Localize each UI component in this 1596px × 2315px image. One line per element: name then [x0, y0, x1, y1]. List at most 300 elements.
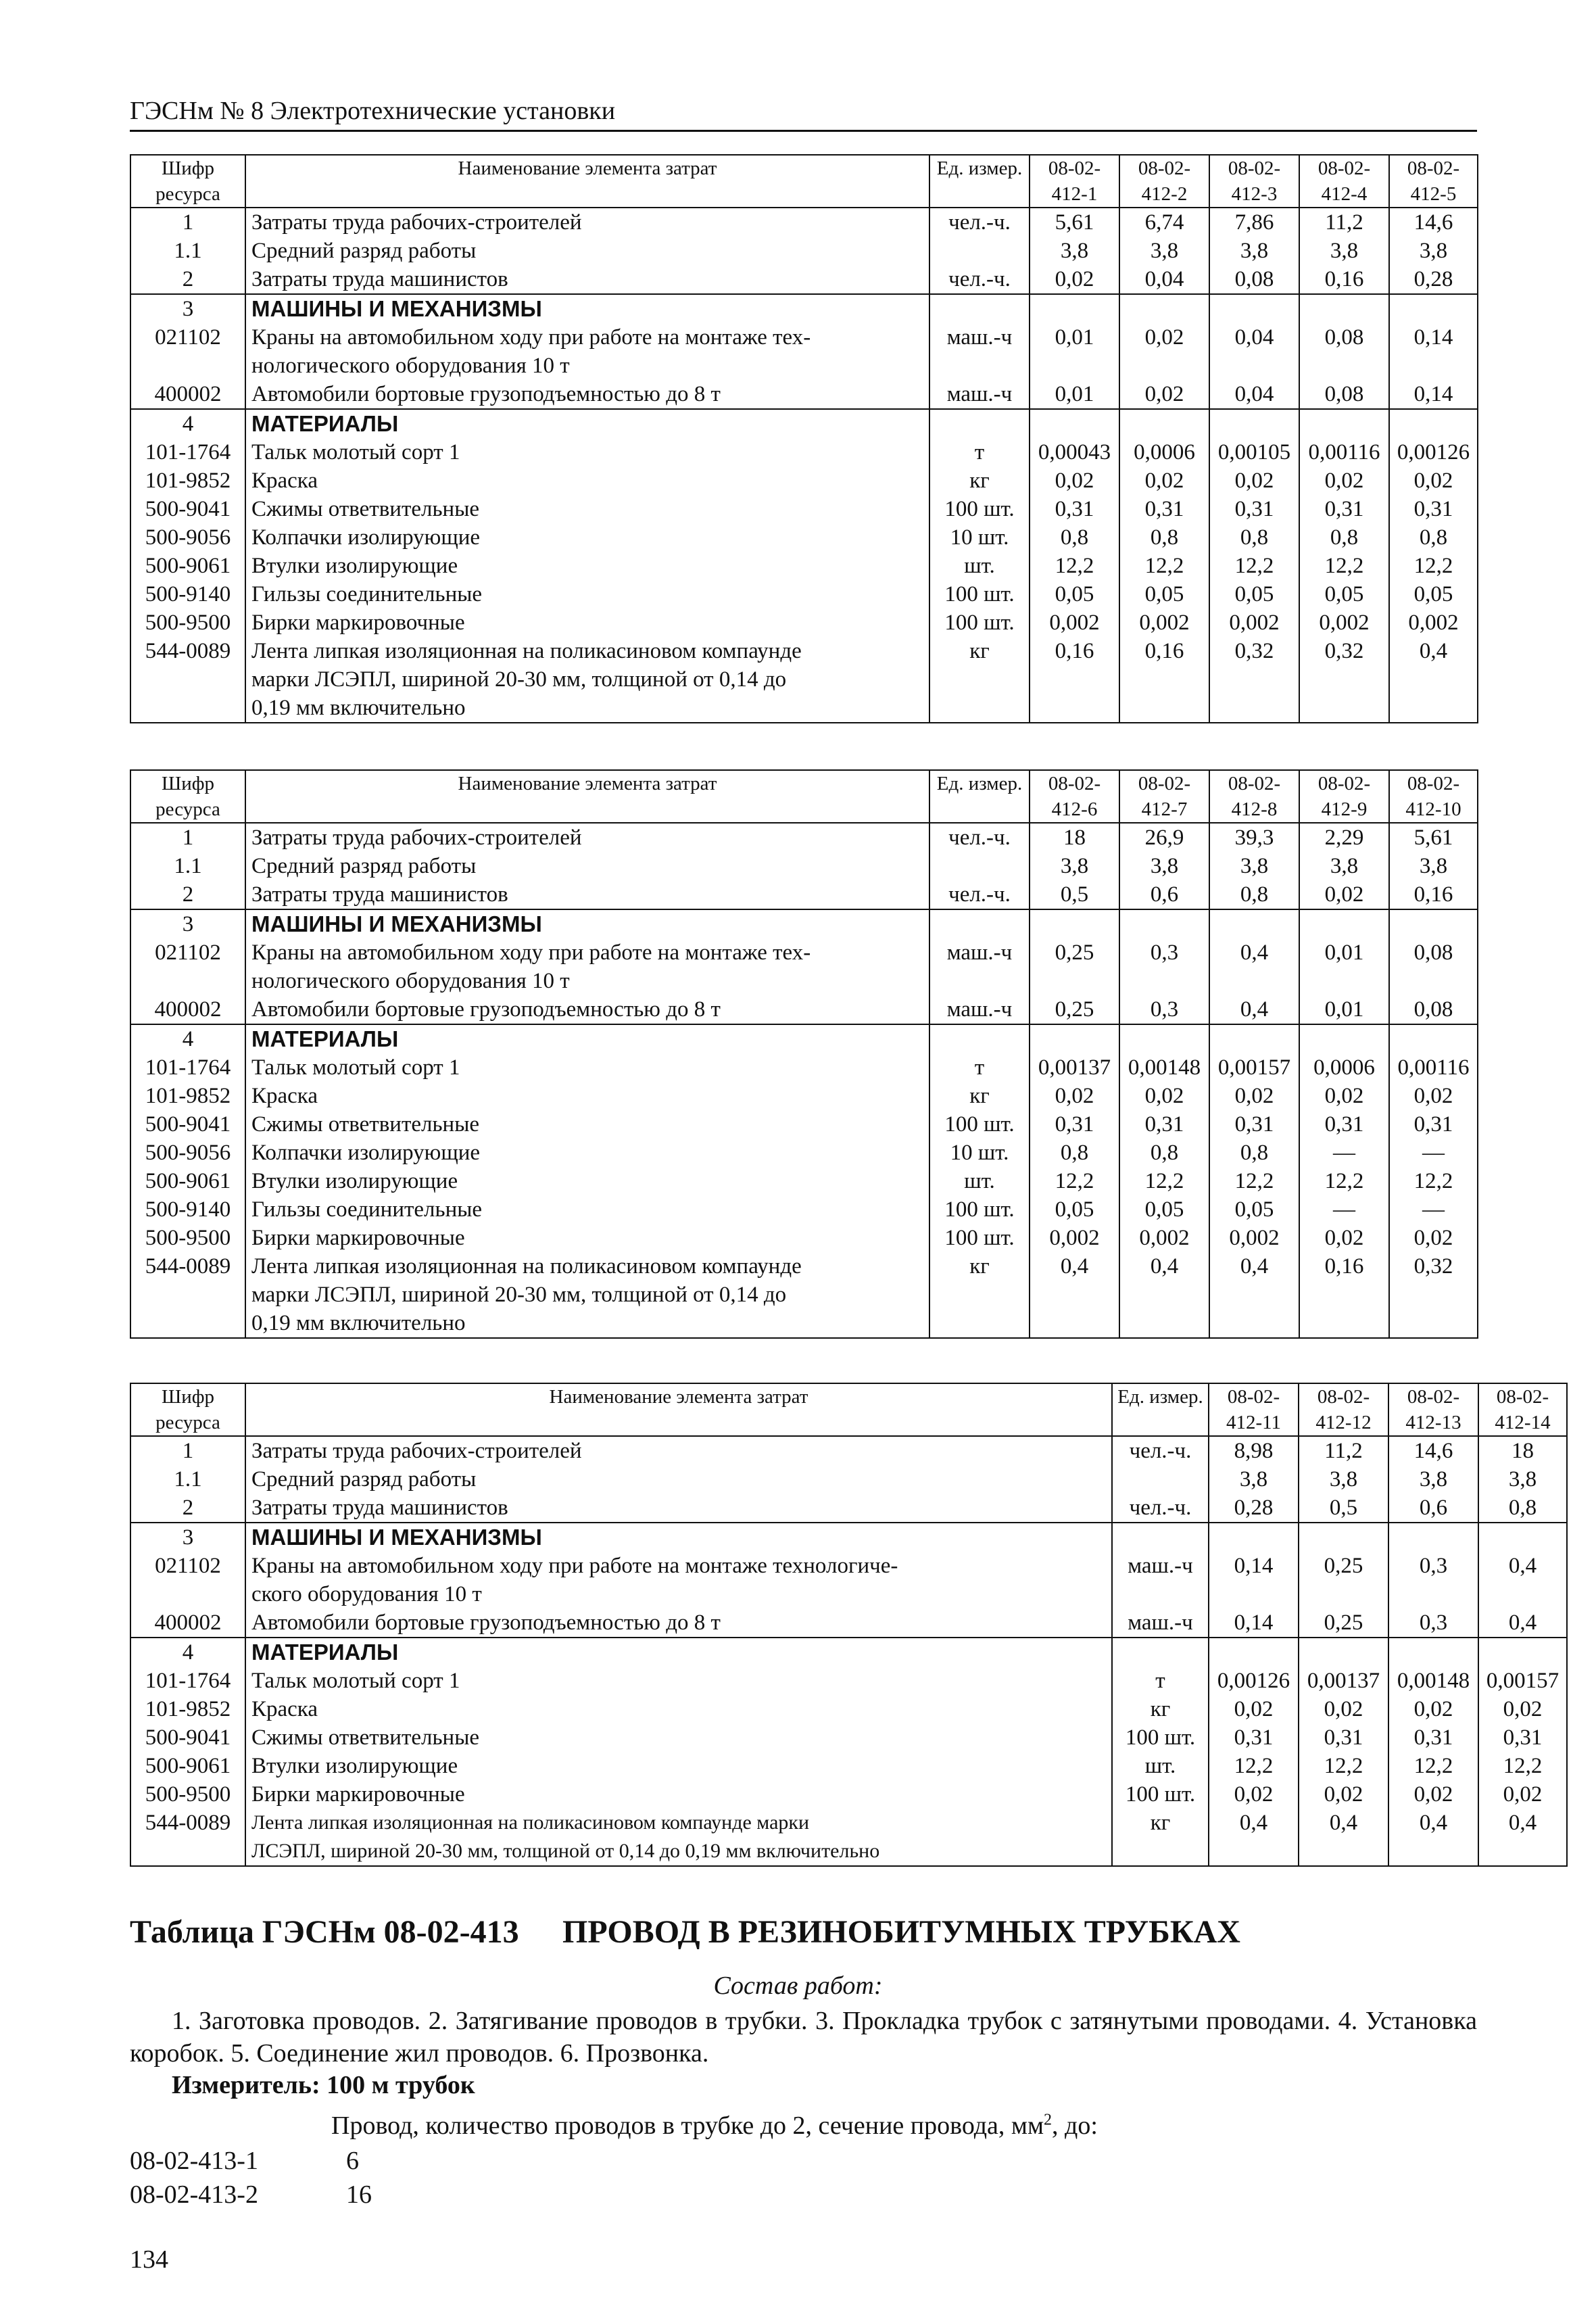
resource-value: 0,14: [1389, 380, 1478, 409]
resource-value: 0,002: [1209, 1224, 1299, 1252]
resource-value: 0,04: [1119, 265, 1209, 294]
resource-name: [245, 909, 929, 938]
resource-name: [245, 1608, 1112, 1638]
resource-value: 0,4: [1209, 995, 1299, 1024]
resource-value: 3,8: [1209, 1465, 1299, 1494]
table-row: [130, 1723, 1567, 1752]
resource-value: 0,32: [1389, 1252, 1478, 1338]
resource-unit: шт.: [929, 1167, 1030, 1195]
resource-code: 2: [130, 880, 245, 909]
resource-name-line: Тальк молотый сорт 1: [251, 440, 460, 464]
resource-code: 021102: [130, 323, 245, 380]
table-row: [130, 1110, 1478, 1139]
resource-name: [245, 1667, 1112, 1695]
resource-name-line: Втулки изолирующие: [251, 1754, 458, 1778]
resource-name: [245, 495, 929, 523]
resource-code: 4: [130, 409, 245, 438]
resource-code: 500-9056: [130, 1139, 245, 1167]
resource-code: 101-1764: [130, 1053, 245, 1082]
resource-name: [245, 823, 929, 852]
resource-name-line: Автомобили бортовые грузоподъемностью до 8 т: [251, 382, 721, 406]
resource-name: [245, 1224, 929, 1252]
table-row: [130, 1139, 1478, 1167]
resource-value: [1389, 909, 1478, 938]
resource-value: 0,31: [1119, 1110, 1209, 1139]
resource-value: 0,8: [1209, 523, 1299, 552]
resource-name-line: Затраты труда рабочих-строителей: [251, 1439, 582, 1463]
resource-name-line: Средний разряд работы: [251, 854, 477, 878]
resource-unit: т: [929, 1053, 1030, 1082]
page-number: 134: [130, 2245, 168, 2274]
resource-value: 0,31: [1209, 1110, 1299, 1139]
resource-value: 7,86: [1209, 208, 1299, 237]
resource-value: 0,31: [1388, 1723, 1478, 1752]
resource-unit: маш.-ч: [1112, 1608, 1209, 1638]
resource-code: 500-9500: [130, 1224, 245, 1252]
resource-name: [245, 1780, 1112, 1809]
resource-value: 18: [1478, 1436, 1567, 1465]
table-row: [130, 1552, 1567, 1608]
norm-code-line: 412-9: [1321, 798, 1368, 820]
resource-value: 0,31: [1389, 495, 1478, 523]
norm-code-line: 412-10: [1405, 798, 1461, 820]
resource-name-line: нологического оборудования 10 т: [251, 354, 570, 378]
resource-name: [245, 1638, 1112, 1667]
table-row: [130, 523, 1478, 552]
resource-name: [245, 637, 929, 723]
header-code-line: Шифр: [161, 1386, 215, 1408]
resource-value: 0,02: [1388, 1695, 1478, 1723]
table-row: [130, 852, 1478, 880]
resource-value: —: [1299, 1139, 1389, 1167]
resource-value: 0,05: [1209, 1195, 1299, 1224]
resource-name: [245, 1139, 929, 1167]
resource-value: 0,00043: [1030, 438, 1119, 467]
subhead-sup: 2: [1044, 2111, 1053, 2129]
resource-name-line: Бирки маркировочные: [251, 1226, 465, 1250]
resource-name: [245, 880, 929, 909]
resource-name: [245, 1110, 929, 1139]
resource-value: 3,8: [1209, 852, 1299, 880]
resource-value: 0,04: [1209, 380, 1299, 409]
resource-unit: маш.-ч: [929, 938, 1030, 995]
resource-value: 0,02: [1299, 1695, 1388, 1723]
resource-value: 0,14: [1389, 323, 1478, 380]
resource-name: [245, 523, 929, 552]
resource-value: 0,31: [1119, 495, 1209, 523]
header-unit: Ед. измер.: [1112, 1383, 1209, 1436]
resource-name-line: Краска: [251, 469, 318, 493]
resource-value: 0,00126: [1209, 1667, 1299, 1695]
resource-name-line: Колпачки изолирующие: [251, 1141, 481, 1165]
header-norm-code: [1299, 1383, 1388, 1436]
resource-unit: шт.: [1112, 1752, 1209, 1780]
table-row: [130, 1752, 1567, 1780]
resource-value: 0,05: [1030, 1195, 1119, 1224]
resource-value: 5,61: [1030, 208, 1119, 237]
resource-value: 0,25: [1299, 1608, 1388, 1638]
resource-value: 0,00157: [1209, 1053, 1299, 1082]
norm-code-line: 08-02-: [1407, 1386, 1460, 1408]
resource-value: 0,25: [1030, 938, 1119, 995]
header-row: [130, 770, 1478, 823]
resource-value: [1388, 1523, 1478, 1552]
table-title: ПРОВОД В РЕЗИНОБИТУМНЫХ ТРУБКАХ: [562, 1914, 1240, 1950]
resource-value: 0,32: [1299, 637, 1389, 723]
resource-value: [1030, 294, 1119, 323]
table-row: [130, 1809, 1567, 1866]
table-row: [130, 323, 1478, 380]
running-head: ГЭСНм № 8 Электротехнические установки: [130, 96, 1477, 132]
resource-name-line: Краны на автомобильном ходу при работе на монтаже тех-: [251, 940, 811, 965]
resource-value: 0,0006: [1119, 438, 1209, 467]
resource-name-line: МАШИНЫ И МЕХАНИЗМЫ: [251, 1525, 542, 1550]
resource-unit: кг: [929, 1252, 1030, 1338]
norm-code-line: 412-5: [1410, 183, 1457, 205]
resource-name-line: Краска: [251, 1697, 318, 1721]
resource-value: 3,8: [1030, 237, 1119, 265]
table-row: [130, 1195, 1478, 1224]
resource-value: 0,02: [1299, 880, 1389, 909]
section-row: [130, 1638, 1567, 1667]
resource-value: 0,002: [1119, 1224, 1209, 1252]
norm-code-line: 412-2: [1141, 183, 1188, 205]
resource-name: [245, 580, 929, 608]
resource-name-line: Тальк молотый сорт 1: [251, 1669, 460, 1693]
resource-value: 0,002: [1030, 608, 1119, 637]
resource-value: 6,74: [1119, 208, 1209, 237]
resource-value: 0,05: [1030, 580, 1119, 608]
header-code-line: ресурса: [155, 798, 220, 820]
resource-value: [1299, 294, 1389, 323]
resource-value: 0,02: [1119, 323, 1209, 380]
resource-value: 0,16: [1030, 637, 1119, 723]
resource-name-line: 0,19 мм включительно: [251, 1311, 466, 1335]
resource-value: 12,2: [1389, 1167, 1478, 1195]
resource-value: 0,08: [1389, 995, 1478, 1024]
resource-value: 0,05: [1119, 580, 1209, 608]
resource-code: 4: [130, 1024, 245, 1053]
resource-value: 0,00157: [1478, 1667, 1567, 1695]
resource-code: 400002: [130, 380, 245, 409]
resource-value: 12,2: [1030, 552, 1119, 580]
resource-unit: чел.-ч.: [929, 208, 1030, 237]
header-row: [130, 1383, 1567, 1436]
resource-value: 0,00116: [1389, 1053, 1478, 1082]
section-row: [130, 1024, 1478, 1053]
resource-unit: 10 шт.: [929, 523, 1030, 552]
resource-value: [1030, 409, 1119, 438]
resource-value: [1478, 1523, 1567, 1552]
resource-name: [245, 938, 929, 995]
resource-name-line: 0,19 мм включительно: [251, 696, 466, 720]
resource-name-line: МАТЕРИАЛЫ: [251, 1640, 399, 1665]
resource-unit: [1112, 1523, 1209, 1552]
resource-value: 0,8: [1030, 523, 1119, 552]
header-norm-code: [1119, 770, 1209, 823]
table-row: [130, 880, 1478, 909]
code-row-code: 08-02-413-1: [130, 2147, 258, 2175]
resource-name: [245, 1552, 1112, 1608]
resource-value: [1299, 1523, 1388, 1552]
resource-value: 0,02: [1299, 467, 1389, 495]
resource-name-line: Гильзы соединительные: [251, 1197, 483, 1222]
resource-value: 0,3: [1388, 1552, 1478, 1608]
section-row: [130, 409, 1478, 438]
norm-code-line: 412-1: [1051, 183, 1098, 205]
resource-name: [245, 552, 929, 580]
resource-value: 0,8: [1209, 1139, 1299, 1167]
table-label: Таблица ГЭСНм 08-02-413: [130, 1914, 519, 1950]
header-code-line: Шифр: [161, 773, 215, 794]
resource-name-line: Затраты труда рабочих-строителей: [251, 826, 582, 850]
resource-code: 2: [130, 1494, 245, 1523]
resource-unit: маш.-ч: [929, 995, 1030, 1024]
resource-unit: маш.-ч: [929, 323, 1030, 380]
resource-value: 0,02: [1299, 1224, 1389, 1252]
resource-unit: чел.-ч.: [929, 880, 1030, 909]
resource-value: 3,8: [1478, 1465, 1567, 1494]
resource-value: [1030, 909, 1119, 938]
resource-unit: 100 шт.: [929, 608, 1030, 637]
resource-code: 1: [130, 208, 245, 237]
resource-unit: т: [929, 438, 1030, 467]
resource-value: 0,31: [1030, 1110, 1119, 1139]
resource-value: 26,9: [1119, 823, 1209, 852]
resource-value: 0,002: [1299, 608, 1389, 637]
norm-code-line: 412-12: [1315, 1412, 1372, 1433]
resource-name-line: Бирки маркировочные: [251, 1782, 465, 1807]
resource-code: 021102: [130, 1552, 245, 1608]
resource-name-line: Средний разряд работы: [251, 1467, 477, 1491]
resource-value: 0,02: [1388, 1780, 1478, 1809]
resource-value: [1209, 1523, 1299, 1552]
table-row: [130, 1608, 1567, 1638]
resource-name-line: ского оборудования 10 т: [251, 1582, 482, 1606]
resource-value: 0,3: [1119, 995, 1209, 1024]
resource-value: 12,2: [1209, 1167, 1299, 1195]
resource-code: 500-9500: [130, 608, 245, 637]
resource-name: [245, 323, 929, 380]
table-row: [130, 1082, 1478, 1110]
table-row: [130, 1465, 1567, 1494]
resource-value: 3,8: [1388, 1465, 1478, 1494]
resource-value: 14,6: [1389, 208, 1478, 237]
resource-value: 0,08: [1389, 938, 1478, 995]
resource-unit: чел.-ч.: [929, 823, 1030, 852]
resource-value: 14,6: [1388, 1436, 1478, 1465]
resource-value: 0,02: [1389, 1082, 1478, 1110]
resource-name-line: марки ЛСЭПЛ, шириной 20-30 мм, толщиной от 0,14 до: [251, 1283, 787, 1307]
table-row: [130, 608, 1478, 637]
resource-code: 500-9041: [130, 495, 245, 523]
resource-name-line: МАТЕРИАЛЫ: [251, 411, 399, 436]
header-norm-code: [1299, 155, 1389, 208]
resource-value: 0,02: [1119, 380, 1209, 409]
resource-value: 3,8: [1119, 237, 1209, 265]
resource-code: 101-1764: [130, 1667, 245, 1695]
resource-value: [1119, 909, 1209, 938]
resource-name: [245, 1436, 1112, 1465]
resource-value: 0,05: [1299, 580, 1389, 608]
resource-code: 500-9061: [130, 552, 245, 580]
resource-name-line: Лента липкая изоляционная на поликасиновом компаунде: [251, 1254, 802, 1279]
resource-value: 0,02: [1030, 467, 1119, 495]
header-name: Наименование элемента затрат: [245, 770, 929, 823]
resource-unit: 100 шт.: [929, 1224, 1030, 1252]
resource-name-line: Затраты труда рабочих-строителей: [251, 210, 582, 235]
section-row: [130, 1523, 1567, 1552]
resource-unit: шт.: [929, 552, 1030, 580]
resource-value: 0,02: [1299, 1082, 1389, 1110]
resource-value: [1299, 1638, 1388, 1667]
resource-value: 0,00105: [1209, 438, 1299, 467]
resource-name-line: МАШИНЫ И МЕХАНИЗМЫ: [251, 296, 542, 321]
resource-value: 0,31: [1389, 1110, 1478, 1139]
resource-value: 0,02: [1209, 1082, 1299, 1110]
resource-value: 0,32: [1209, 637, 1299, 723]
table-row: [130, 823, 1478, 852]
norm-code-line: 412-6: [1051, 798, 1098, 820]
resource-name-line: Автомобили бортовые грузоподъемностью до 8 т: [251, 997, 721, 1022]
resource-name: [245, 608, 929, 637]
resource-value: 12,2: [1209, 552, 1299, 580]
resource-name-line: Гильзы соединительные: [251, 582, 483, 606]
resource-value: —: [1389, 1139, 1478, 1167]
resource-name-line: ЛСЭПЛ, шириной 20-30 мм, толщиной от 0,14 до 0,19 мм включительно: [251, 1840, 880, 1862]
resource-name-line: Сжимы ответвительные: [251, 1112, 480, 1137]
resource-value: 0,4: [1209, 938, 1299, 995]
resource-code: 500-9041: [130, 1723, 245, 1752]
resource-value: 0,00116: [1299, 438, 1389, 467]
resource-value: 0,31: [1299, 495, 1389, 523]
composition-text: 1. Заготовка проводов. 2. Затягивание проводов в трубки. 3. Прокладка трубок с затянутыми проводами. 4. Установка коробок. 5. Соединение жил проводов. 6. Прозвонка.: [130, 2007, 1477, 2068]
norm-code-line: 412-14: [1495, 1412, 1551, 1433]
header-unit: Ед. измер.: [929, 770, 1030, 823]
resource-value: 0,08: [1209, 265, 1299, 294]
resource-value: 12,2: [1388, 1752, 1478, 1780]
table-row: [130, 1667, 1567, 1695]
header-norm-code: [1478, 1383, 1567, 1436]
resource-code: 101-9852: [130, 467, 245, 495]
resource-value: [1389, 294, 1478, 323]
resource-value: 0,8: [1119, 1139, 1209, 1167]
resource-value: [1388, 1638, 1478, 1667]
table-row: [130, 1436, 1567, 1465]
norm-code-line: 412-7: [1141, 798, 1188, 820]
section-row: [130, 294, 1478, 323]
header-code-line: Шифр: [161, 158, 215, 179]
norm-code-line: 412-13: [1405, 1412, 1461, 1433]
table-row: [130, 1780, 1567, 1809]
resource-value: 0,4: [1030, 1252, 1119, 1338]
resource-value: [1030, 1024, 1119, 1053]
resource-value: [1209, 409, 1299, 438]
resource-name-line: марки ЛСЭПЛ, шириной 20-30 мм, толщиной от 0,14 до: [251, 667, 787, 692]
header-norm-code: [1389, 770, 1478, 823]
header-norm-code: [1119, 155, 1209, 208]
resource-name: [245, 1723, 1112, 1752]
header-code: [130, 770, 245, 823]
resource-name: [245, 294, 929, 323]
resource-unit: чел.-ч.: [1112, 1436, 1209, 1465]
resource-name: [245, 1053, 929, 1082]
resource-value: 0,002: [1119, 608, 1209, 637]
table-row: [130, 580, 1478, 608]
resource-value: 0,002: [1209, 608, 1299, 637]
resource-value: 0,02: [1209, 1780, 1299, 1809]
resource-code: 400002: [130, 995, 245, 1024]
resource-value: 0,01: [1299, 938, 1389, 995]
resource-value: 18: [1030, 823, 1119, 852]
resource-value: 0,8: [1030, 1139, 1119, 1167]
resource-value: 0,01: [1030, 323, 1119, 380]
resource-name-line: Втулки изолирующие: [251, 554, 458, 578]
code-row: [130, 2146, 359, 2176]
resource-value: 0,14: [1209, 1552, 1299, 1608]
resource-name-line: Колпачки изолирующие: [251, 525, 481, 550]
resource-value: 0,8: [1119, 523, 1209, 552]
resource-name: [245, 208, 929, 237]
resource-unit: 100 шт.: [929, 495, 1030, 523]
header-norm-code: [1389, 155, 1478, 208]
resource-unit: [929, 909, 1030, 938]
header-code: [130, 155, 245, 208]
resource-name: [245, 1494, 1112, 1523]
resource-value: 8,98: [1209, 1436, 1299, 1465]
table-row: [130, 495, 1478, 523]
resource-unit: [929, 852, 1030, 880]
resource-value: 0,02: [1030, 265, 1119, 294]
resource-value: 0,02: [1030, 1082, 1119, 1110]
table-row: [130, 438, 1478, 467]
resource-code: 3: [130, 909, 245, 938]
resource-value: 0,00137: [1030, 1053, 1119, 1082]
resource-value: 0,4: [1299, 1809, 1388, 1866]
resource-name: [245, 1167, 929, 1195]
resource-value: 3,8: [1299, 1465, 1388, 1494]
resource-code: 400002: [130, 1608, 245, 1638]
section-title: [130, 1913, 1240, 1951]
table-row: [130, 467, 1478, 495]
norm-code-line: 08-02-: [1228, 773, 1281, 794]
resource-value: 0,8: [1478, 1494, 1567, 1523]
resource-code: 544-0089: [130, 637, 245, 723]
resource-unit: кг: [929, 467, 1030, 495]
resource-value: 0,4: [1119, 1252, 1209, 1338]
resource-value: 3,8: [1119, 852, 1209, 880]
resource-unit: кг: [1112, 1809, 1209, 1866]
header-norm-code: [1209, 1383, 1299, 1436]
resource-unit: [1112, 1638, 1209, 1667]
norm-code-line: 08-02-: [1138, 773, 1191, 794]
table-row: [130, 995, 1478, 1024]
resource-value: [1119, 294, 1209, 323]
resource-value: 0,28: [1389, 265, 1478, 294]
resource-table-1: [130, 154, 1478, 723]
table-row: [130, 938, 1478, 995]
resource-value: 12,2: [1119, 1167, 1209, 1195]
header-name: Наименование элемента затрат: [245, 1383, 1112, 1436]
resource-unit: [1112, 1465, 1209, 1494]
resource-name-line: Лента липкая изоляционная на поликасиновом компаунде марки: [251, 1811, 810, 1834]
norm-code-line: 412-8: [1231, 798, 1278, 820]
resource-value: —: [1389, 1195, 1478, 1224]
norm-code-line: 08-02-: [1048, 773, 1101, 794]
resource-value: 12,2: [1389, 552, 1478, 580]
resource-unit: кг: [929, 637, 1030, 723]
resource-value: 0,08: [1299, 323, 1389, 380]
